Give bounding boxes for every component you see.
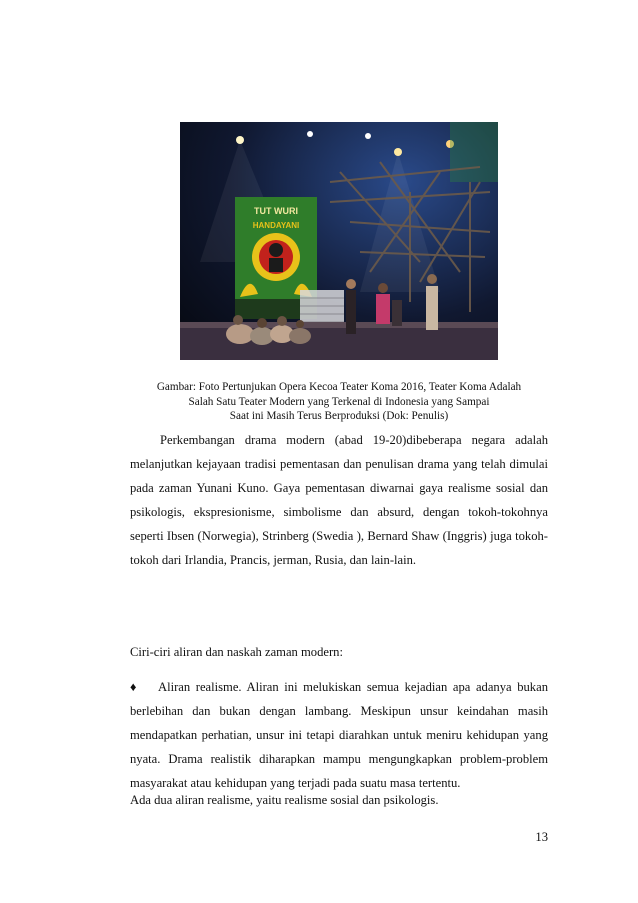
figure-caption — [130, 380, 548, 424]
paragraph-modern-drama: Perkembangan drama modern (abad 19-20)dibeberapa negara adalah melanjutkan kejayaan tradisi pementasan dan penulisan drama yang telah dimulai pada zaman Yunani Kuno. Gaya pementasan diwarnai gaya realisme sosial dan psikologis, ekspresionisme, simbolisme dan absurd, dengan tokoh-tokohnya seperti Ibsen (Norwegia), Strinberg (Swedia ), Bernard Shaw (Inggris) juga tokoh-tokoh dari Irlandia, Prancis, jerman, Rusia, dan lain-lain. — [130, 433, 548, 567]
caption-line: Gambar: Foto Pertunjukan Opera Kecoa Teater Koma 2016, Teater Koma Adalah — [156, 381, 522, 393]
stage-photo — [180, 122, 498, 360]
stage-photo-illustration — [180, 122, 498, 360]
caption-line: Salah Satu Teater Modern yang Terkenal di Indonesia yang Sampai — [188, 395, 490, 408]
section-heading: Ciri-ciri aliran dan naskah zaman modern: — [130, 645, 343, 659]
closing-line: Ada dua aliran realisme, yaitu realisme sosial dan psikologis. — [130, 793, 439, 807]
page-number: 13 — [535, 830, 548, 844]
bullet-text: Aliran realisme. Aliran ini melukiskan semua kejadian apa adanya bukan berlebihan dan bukan dengan lambang. Meskipun unsur keindahan masih mendapatkan perhatian, unsur ini tetapi diarahkan untuk meniru kehidupan yang nyata. Drama realistik diharapkan mampu mengungkapkan problem-problem masyarakat atau kehidupan yang terjadi pada suatu masa tertentu. — [130, 680, 548, 790]
stage-light — [365, 133, 371, 139]
bullet-realism — [130, 675, 548, 795]
banner-arc-text: HANDAYANI — [252, 221, 300, 230]
caption-line: Saat ini Masih Terus Berproduksi (Dok: Penulis) — [229, 410, 449, 422]
scaffolding-set — [330, 162, 490, 312]
stage-light — [307, 131, 313, 137]
diamond-bullet-icon: ♦ — [130, 680, 137, 694]
performers-seated — [226, 315, 311, 345]
banner-title: TUT WURI — [254, 206, 298, 216]
